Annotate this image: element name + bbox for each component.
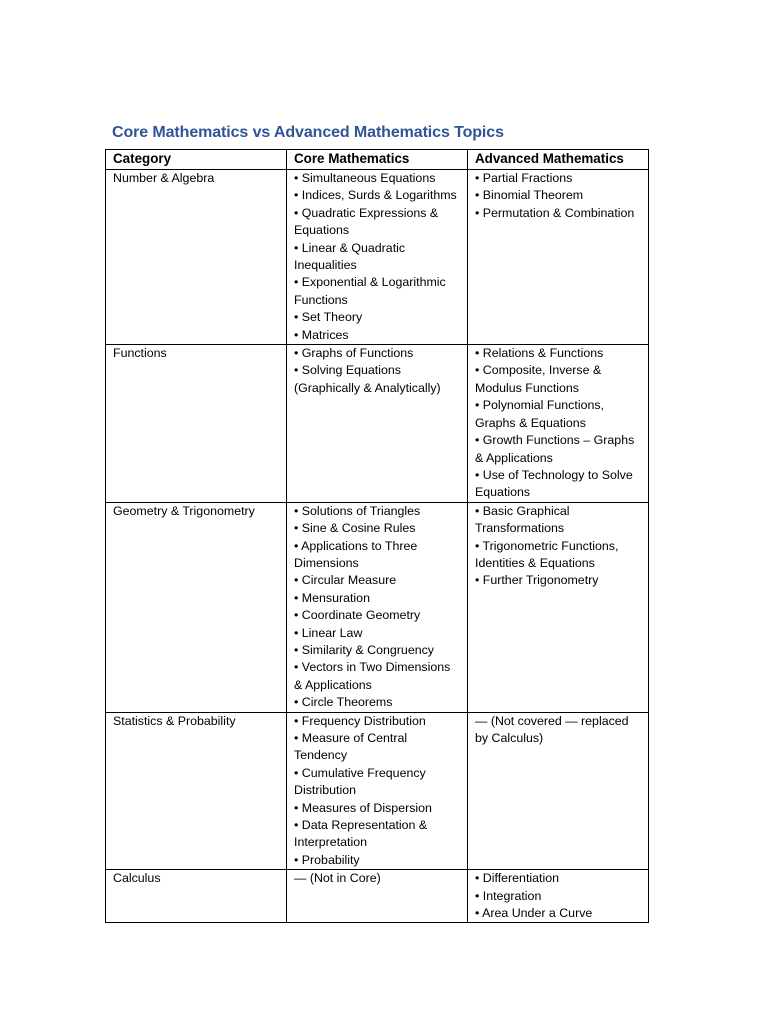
topic-item: • Basic Graphical Transformations xyxy=(475,503,570,536)
header-advanced-mathematics: Advanced Mathematics xyxy=(468,150,649,170)
topic-item: • Further Trigonometry xyxy=(475,573,599,588)
topic-item: • Graphs of Functions xyxy=(294,346,414,361)
core-topics-cell xyxy=(287,870,468,923)
topic-item: • Partial Fractions xyxy=(475,171,573,185)
topic-item: • Frequency Distribution xyxy=(294,713,426,728)
topic-item: • Composite, Inverse & Modulus Functions xyxy=(475,363,602,395)
core-topics-cell xyxy=(287,345,468,503)
topic-item: • Linear Law xyxy=(294,625,363,640)
topic-item: • Applications to Three Dimensions xyxy=(294,538,418,570)
core-topics-cell xyxy=(287,502,468,712)
category-cell: Number & Algebra xyxy=(106,170,287,345)
topic-item: • Probability xyxy=(294,852,360,867)
topic-item: • Use of Technology to Solve Equations xyxy=(475,467,633,500)
page-title: Core Mathematics vs Advanced Mathematics Topics xyxy=(112,124,504,141)
topic-item: • Similarity & Congruency xyxy=(294,642,434,657)
topic-item: • Relations & Functions xyxy=(475,346,604,361)
category-cell: Statistics & Probability xyxy=(106,712,287,870)
topic-item: • Sine & Cosine Rules xyxy=(294,521,416,536)
topic-item: • Set Theory xyxy=(294,310,363,325)
table-header-row xyxy=(106,150,649,170)
advanced-topics-cell xyxy=(468,712,649,870)
table-row xyxy=(106,870,649,923)
topics-table xyxy=(105,149,649,923)
core-topics-cell xyxy=(287,170,468,345)
topic-item: • Mensuration xyxy=(294,590,370,605)
table-row xyxy=(106,345,649,503)
topic-item: • Area Under a Curve xyxy=(475,906,593,921)
topic-item: • Cumulative Frequency Distribution xyxy=(294,765,426,798)
topic-item: • Measures of Dispersion xyxy=(294,800,432,815)
topic-item: • Solving Equations (Graphically & Analytically) xyxy=(294,363,441,395)
topic-item: — (Not covered — replaced by Calculus) xyxy=(475,713,629,745)
core-topics-cell xyxy=(287,712,468,870)
topic-item: • Polynomial Functions, Graphs & Equations xyxy=(475,398,604,430)
topic-item: • Matrices xyxy=(294,327,349,342)
table-row xyxy=(106,502,649,712)
topic-item: • Solutions of Triangles xyxy=(294,503,421,518)
category-cell: Calculus xyxy=(106,870,287,923)
topic-item: • Trigonometric Functions, Identities & Equations xyxy=(475,538,619,570)
header-category: Category xyxy=(106,150,287,170)
topic-item: • Data Representation & Interpretation xyxy=(294,818,428,850)
advanced-topics-cell xyxy=(468,502,649,712)
table-row xyxy=(106,712,649,870)
topic-item: — (Not in Core) xyxy=(294,871,381,886)
advanced-topics-cell xyxy=(468,170,649,345)
topic-item: • Coordinate Geometry xyxy=(294,608,421,623)
category-cell: Geometry & Trigonometry xyxy=(106,502,287,712)
topic-item: • Circular Measure xyxy=(294,573,397,588)
advanced-topics-cell xyxy=(468,345,649,503)
topic-item: • Growth Functions – Graphs & Applications xyxy=(475,433,635,465)
category-cell: Functions xyxy=(106,345,287,503)
table-row xyxy=(106,170,649,345)
header-core-mathematics: Core Mathematics xyxy=(287,150,468,170)
topic-item: • Linear & Quadratic Inequalities xyxy=(294,240,406,273)
topic-item: • Vectors in Two Dimensions & Applications xyxy=(294,660,451,692)
topic-item: • Circle Theorems xyxy=(294,695,393,710)
topic-item: • Exponential & Logarithmic Functions xyxy=(294,275,446,307)
topic-item: • Differentiation xyxy=(475,871,560,886)
topic-item: • Measure of Central Tendency xyxy=(294,731,408,763)
topic-item: • Permutation & Combination xyxy=(475,205,635,220)
topic-item: • Binomial Theorem xyxy=(475,188,584,203)
topic-item: • Integration xyxy=(475,888,542,903)
topic-item: • Quadratic Expressions & Equations xyxy=(294,205,439,238)
topic-item: • Indices, Surds & Logarithms xyxy=(294,188,457,203)
topic-item: • Simultaneous Equations xyxy=(294,171,436,185)
advanced-topics-cell xyxy=(468,870,649,923)
